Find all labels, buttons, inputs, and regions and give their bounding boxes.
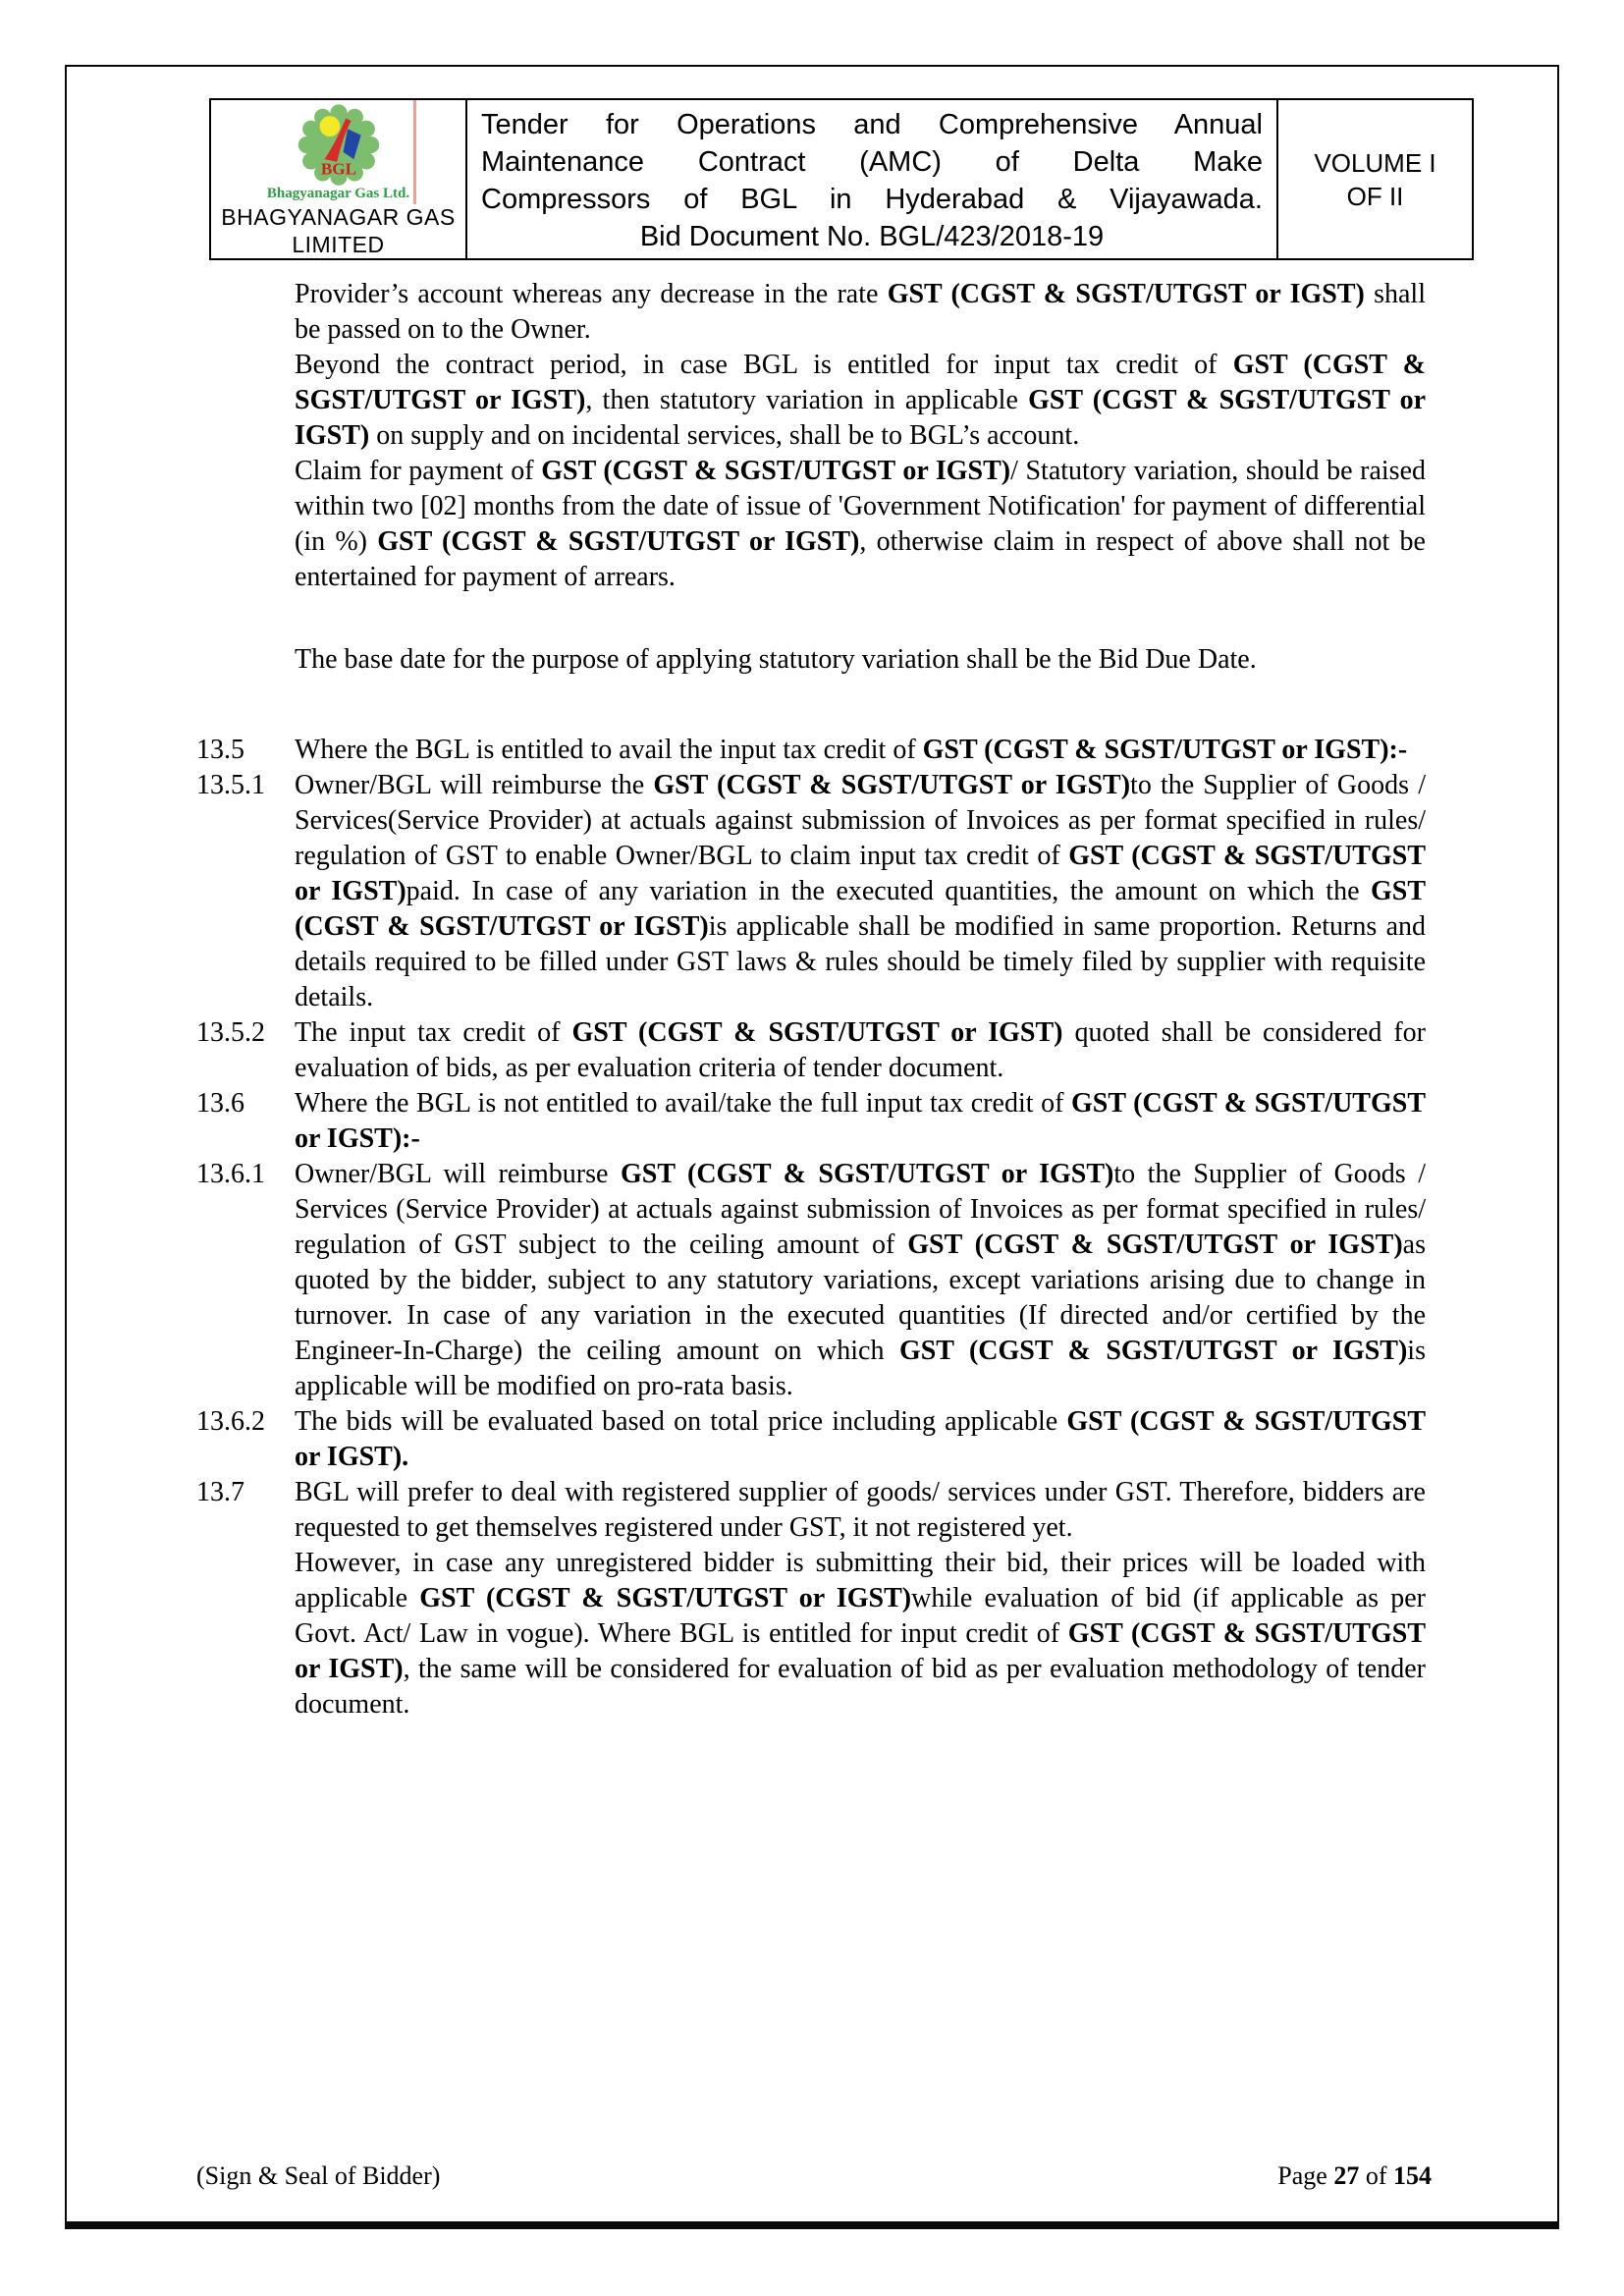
clause-13.6.2 [196,1404,1426,1475]
text-run: quoted shall be considered for evaluation of bids, as per evaluation criteria of tender document. [295,1017,1427,1083]
clause-13.6.1 [196,1157,1426,1404]
bold-text-run: GST (CGST & SGST/UTGST or IGST) [295,350,1426,415]
bgl-logo-icon [294,103,384,189]
text-run: Claim for payment of [295,456,542,486]
header-red-divider-line [413,100,416,204]
clause-13.5.1 [196,768,1426,1015]
logo-subtitle: Bhagyanagar Gas Ltd. [266,186,410,201]
clause-number: 13.6.2 [196,1406,265,1437]
text-run: as quoted by the bidder, subject to any statutory variations, except variations arising due to change in turnover. In case of any variation in the executed quantities (If directed and/or certified by the Engineer-In-Charge) the ceiling amount on which [295,1230,1426,1366]
clause-13.5.2 [196,1015,1426,1086]
page-number-label [1277,2160,1432,2192]
text-run: to the Supplier of Goods / Services(Service Provider) at actuals against submission of Invoices as per format specified in rules/ regulation of GST to enable Owner/BGL to claim input tax credit of [295,770,1426,871]
header-volume-cell [1278,100,1472,258]
clause-number: 13.6 [196,1088,244,1119]
text-run: Where the BGL is not entitled to avail/take the full input tax credit of [295,1088,1072,1119]
text-run: is applicable will be modified on pro-rata basis. [295,1336,1426,1401]
bid-document-number: Bid Document No. BGL/423/2018-19 [639,221,1105,252]
text-run: The bids will be evaluated based on total price including applicable [295,1406,1067,1437]
header-title-cell [467,100,1278,258]
text-run: Beyond the contract period, in case BGL is entitled for input tax credit of [295,350,1233,380]
page-footer [196,2160,1432,2192]
text-run: shall be passed on to the Owner. [295,279,1426,345]
bold-text-run: GST (CGST & SGST/UTGST or IGST) [377,526,860,557]
bold-text-run: GST (CGST & SGST/UTGST or IGST):- [922,735,1408,765]
clause-number: 13.5.1 [196,770,265,800]
text-run: on supply and on incidental services, shall be to BGL’s account. [369,420,1080,451]
bold-text-run: GST (CGST & SGST/UTGST or IGST) [419,1583,912,1613]
paragraph [196,348,1426,454]
clause-number: 13.7 [196,1477,244,1507]
text-run: while evaluation of bid (if applicable as per Govt. Act/ Law in vogue). Where BGL is entitled for input credit of [295,1583,1426,1649]
text-run: The base date for the purpose of applying statutory variation shall be the Bid Due Date. [295,644,1257,675]
paragraph [196,277,1426,348]
text-run: However, in case any unregistered bidder is submitting their bid, their prices will be loaded with applicable [295,1548,1426,1613]
text-run: paid. In case of any variation in the executed quantities, the amount on which the [406,876,1371,906]
bold-text-run: GST (CGST & SGST/UTGST or IGST):- [295,1088,1427,1154]
bold-text-run: GST (CGST & SGST/UTGST or IGST) [295,1618,1426,1684]
clause-13.6 [196,1086,1426,1157]
paragraph [196,1546,1426,1722]
text-run: is applicable shall be modified in same proportion. Returns and details required to be filled under GST laws & rules should be timely filed by supplier with requisite details. [295,911,1426,1012]
text-run: , otherwise claim in respect of above shall not be entertained for payment of arrears. [295,526,1426,592]
text-run: of [1359,2161,1393,2190]
bold-text-run: GST (CGST & SGST/UTGST or IGST) [620,1159,1114,1189]
text-run: Provider’s account whereas any decrease in the rate [295,279,888,309]
bold-text-run: GST (CGST & SGST/UTGST or IGST) [295,876,1427,942]
bold-text-run: GST (CGST & SGST/UTGST or IGST) [898,1336,1408,1366]
bold-text-run: GST (CGST & SGST/UTGST or IGST) [295,841,1426,906]
bold-text-run: 27 [1333,2161,1360,2190]
tender-title-line: Tender for Operations and Comprehensive Annual [481,109,1263,140]
sun-icon [319,116,340,137]
bold-text-run: GST (CGST & SGST/UTGST or IGST). [295,1406,1426,1472]
company-name-line2: LIMITED [292,232,385,257]
text-run: BGL will prefer to deal with registered supplier of goods/ services under GST. Therefore, bidders are requested to get themselves registered under GST, it not registered yet. [295,1477,1426,1543]
logo-abbr-text: BGL [320,159,356,179]
bold-text-run: GST (CGST & SGST/UTGST or IGST) [887,279,1365,309]
clause-13.5 [196,733,1426,768]
paragraph [196,642,1426,678]
text-run: The input tax credit of [295,1017,572,1048]
text-run: Owner/BGL will reimburse the [295,770,654,800]
sign-seal-label: (Sign & Seal of Bidder) [196,2161,441,2190]
bold-text-run: GST (CGST & SGST/UTGST or IGST) [571,1017,1063,1048]
text-run: , then statutory variation in applicable [585,385,1029,415]
bold-text-run: GST (CGST & SGST/UTGST or IGST) [541,456,1011,486]
volume-label-line1: VOLUME I [1314,147,1436,178]
bold-text-run: 154 [1393,2161,1432,2190]
tender-title-line: Compressors of BGL in Hyderabad & Vijayawada. [481,184,1263,215]
clause-number: 13.5 [196,735,244,765]
volume-label-line2: OF II [1346,181,1404,211]
bold-text-run: GST (CGST & SGST/UTGST or IGST) [653,770,1131,800]
body-paragraphs [196,277,1426,1722]
tender-title-line: Maintenance Contract (AMC) of Delta Make [481,146,1263,178]
paragraph [196,454,1426,595]
header-table [209,98,1474,260]
text-run: , the same will be considered for evaluation of bid as per evaluation methodology of tender document. [295,1654,1426,1720]
text-run: to the Supplier of Goods / Services (Service Provider) at actuals against submission of Invoices as per format specified in rules/ regulation of GST subject to the ceiling amount of [295,1159,1426,1260]
bold-text-run: GST (CGST & SGST/UTGST or IGST) [295,385,1426,451]
header-logo-cell [211,100,467,258]
clause-number: 13.6.1 [196,1159,265,1189]
clause-13.7 [196,1475,1426,1546]
company-name-line1: BHAGYANAGAR GAS [221,204,456,230]
text-run: Owner/BGL will reimburse [295,1159,621,1189]
text-run: Page [1277,2161,1334,2190]
text-run: Where the BGL is entitled to avail the input tax credit of [295,735,923,765]
bold-text-run: GST (CGST & SGST/UTGST or IGST) [907,1230,1403,1260]
text-run: / Statutory variation, should be raised within two [02] months from the date of issue of 'Government Notification' for payment of differential (in %) [295,456,1426,557]
clause-number: 13.5.2 [196,1017,265,1048]
